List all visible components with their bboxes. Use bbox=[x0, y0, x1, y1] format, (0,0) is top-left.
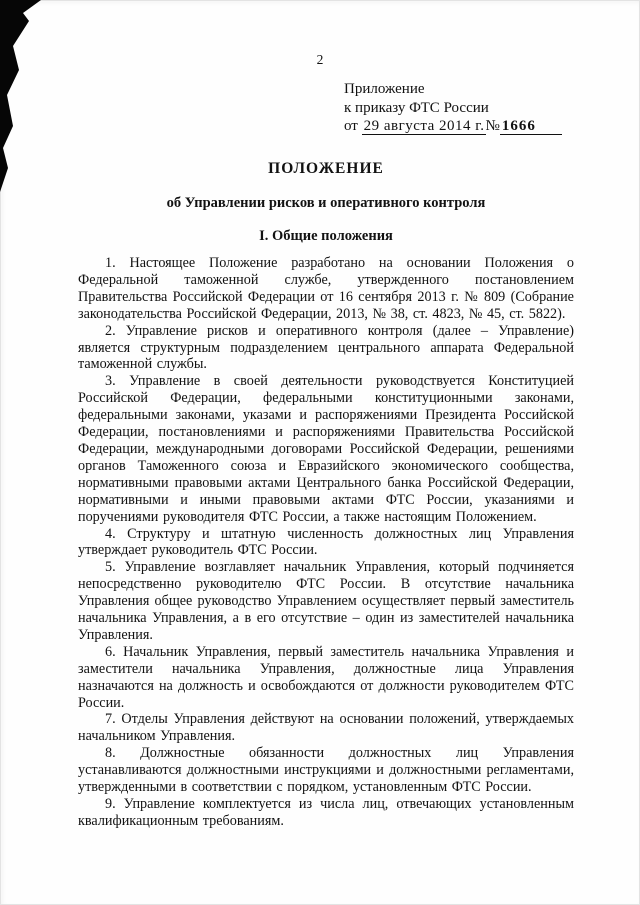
paragraph-5: 5. Управление возглавляет начальник Управления, который подчиняется непосредственно руководителю ФТС России. В отсутствие начальника Управления общее руководство Управлением осуществляет первый заместитель начальника Управления, а в его отсутствие – один из заместителей начальника Управления. bbox=[78, 559, 574, 643]
annex-line-3 bbox=[344, 117, 562, 136]
section-heading: I. Общие положения bbox=[259, 228, 393, 244]
paragraph-1: 1. Настоящее Положение разработано на основании Положения о Федеральной таможенной службе, утвержденного постановлением Правительства Российской Федерации от 16 сентября 2013 г. № 809 (Собрание законодательства Российской Федерации, 2013, № 38, ст. 4823, № 45, ст. 5822). bbox=[78, 255, 574, 322]
paragraph-8: 8. Должностные обязанности должностных лиц Управления устанавливаются должностными инструкциями и должностными регламентами, утвержденными в соответствии с порядком, установленным ФТС России. bbox=[78, 745, 574, 796]
annex-block bbox=[344, 80, 562, 136]
annex-line-2: к приказу ФТС России bbox=[344, 99, 489, 116]
paragraph-9: 9. Управление комплектуется из числа лиц, отвечающих установленным квалификационным требованиям. bbox=[78, 796, 574, 829]
paragraph-7: 7. Отделы Управления действуют на основании положений, утверждаемых начальником Управления. bbox=[78, 711, 574, 745]
paragraph-2: 2. Управление рисков и оперативного контроля (далее – Управление) является структурным подразделением центрального аппарата Федеральной таможенной службы. bbox=[78, 322, 574, 373]
document-title: ПОЛОЖЕНИЕ bbox=[268, 160, 384, 177]
paragraph-list bbox=[78, 255, 574, 830]
page-number: 2 bbox=[316, 52, 324, 67]
paragraph-6: 6. Начальник Управления, первый заместитель начальника Управления и заместители начальника Управления, должностные лица Управления назначаются на должность и освобождаются от должности руководителем ФТС России. bbox=[78, 643, 574, 711]
annex-from-label: от bbox=[344, 118, 358, 134]
annex-line-1: Приложение bbox=[344, 81, 425, 97]
paragraph-3: 3. Управление в своей деятельности руководствуется Конституцией Российской Федерации, федеральными конституционными законами, федеральными законами, указами и распоряжениями Президента Российской Федерации, постановлениями и распоряжениями Правительства Российской Федерации, международными договорами Российской Федерации, решениями органов Таможенного союза и Евразийского экономического сообщества, нормативными правовыми актами Центрального банка Российской Федерации, нормативными и иными правовыми актами ФТС России, указаниями и поручениями руководителя ФТС России, а также настоящим Положением. bbox=[78, 373, 574, 525]
scan-artifact-corner bbox=[0, 0, 48, 195]
document-subtitle: об Управлении рисков и оперативного контроля bbox=[166, 195, 486, 211]
annex-document-number: 1666 bbox=[500, 118, 562, 135]
annex-date: 29 августа 2014 г. bbox=[363, 118, 485, 134]
paragraph-4: 4. Структуру и штатную численность должностных лиц Управления утверждает руководитель ФТС России. bbox=[78, 525, 574, 559]
annex-number-sign: № bbox=[485, 118, 500, 134]
